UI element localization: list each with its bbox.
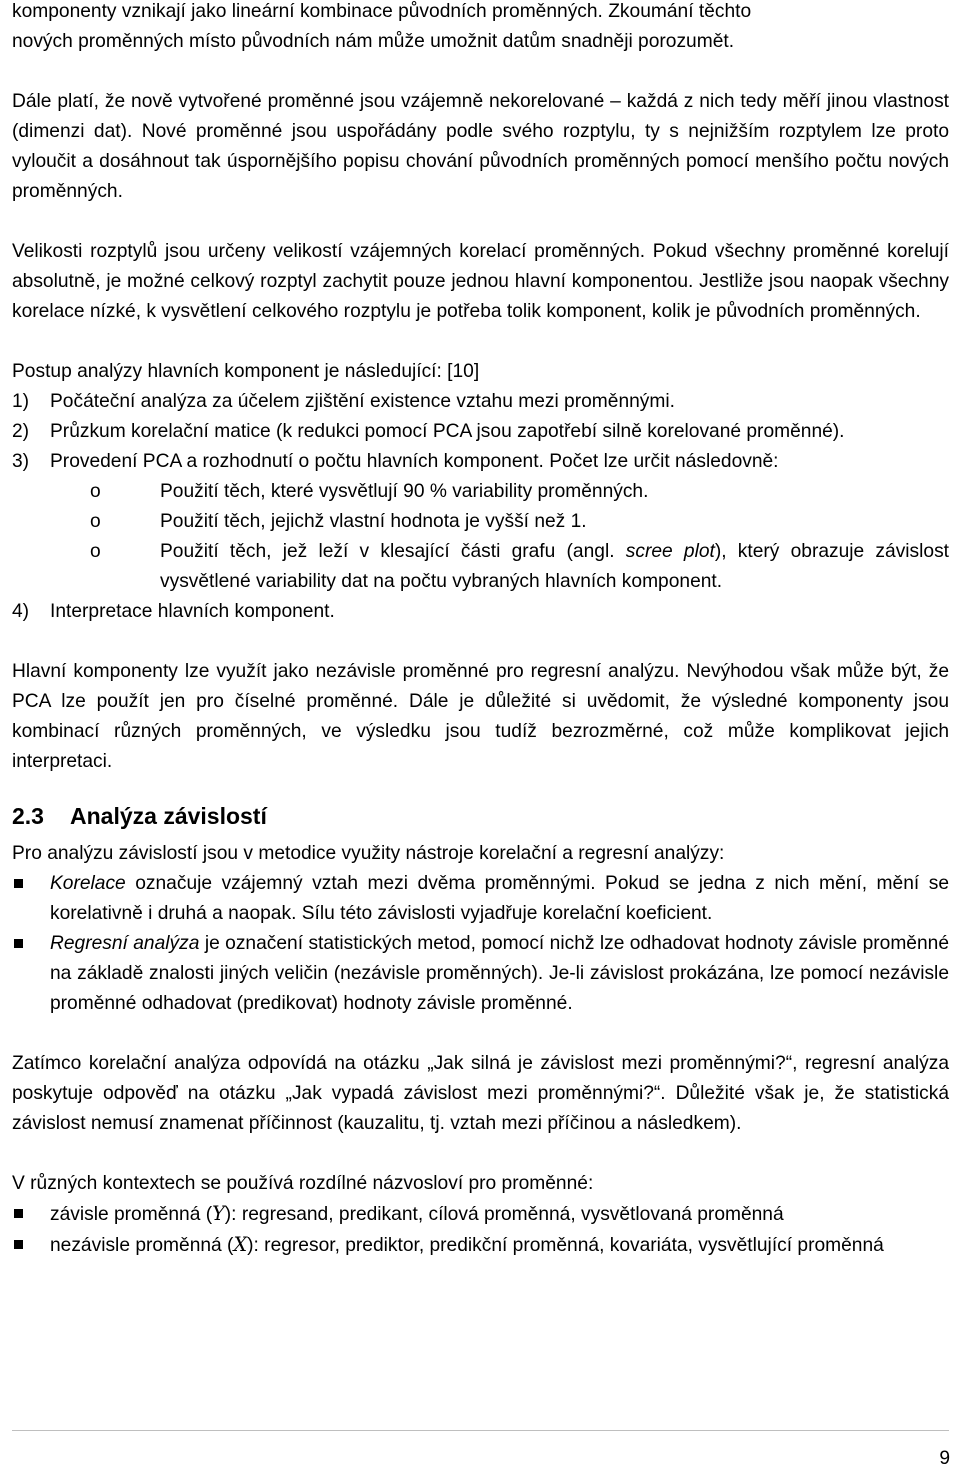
analysis-types-list [12,869,949,1019]
paragraph-line: komponenty vznikají jako lineární kombinace původních proměnných. Zkoumání těchto [12,1,752,22]
paragraph-correlation-vs-regression: Zatímco korelační analýza odpovídá na otázku „Jak silná je závislost mezi proměnnými?“, regresní analýza poskytuje odpověď na otázku „Jak vypadá závislost mezi proměnnými?“. Důležité však je, že statistická závislost nemusí znamenat příčinnost (kauzalitu, tj. vztah mezi příčinou a následkem). [12,1053,949,1134]
paragraph-variance-sizes: Velikosti rozptylů jsou určeny velikostí vzájemných korelací proměnných. Pokud všechny proměnné korelují absolutně, je možné celkový rozptyl zachytit pouze jednou hlavní komponentou. Jestliže jsou naopak všechny korelace nízké, k vysvětlení celkového rozptylu je potřeba tolik komponent, kolik je původních proměnných. [12,241,949,322]
step-text: Průzkum korelační matice (k redukci pomocí PCA jsou zapotřebí silně korelované proměnné). [50,421,845,442]
list-item [12,387,949,417]
step-text: Počáteční analýza za účelem zjištění existence vztahu mezi proměnnými. [50,391,675,412]
terminology-intro: V různých kontextech se používá rozdílné názvosloví pro proměnné: [12,1173,594,1194]
procedure-intro: Postup analýzy hlavních komponent je následující: [10] [12,361,480,382]
step-number: 4) [12,601,30,622]
paragraph-continuation [12,0,949,57]
sub-bullet: o [90,481,101,502]
definition-text: označuje vzájemný vztah mezi dvěma proměnnými. Pokud se jedna z nich mění, mění se korelativně i druhá a naopak. Sílu této závislosti vyjadřuje korelační koeficient. [50,873,949,924]
sub-bullet: o [90,541,101,562]
step-number: 3) [12,451,30,472]
italic-term: Regresní analýza [50,933,200,954]
dependency-intro: Pro analýzu závislostí jsou v metodice využity nástroje korelační a regresní analýzy: [12,843,725,864]
sub-item-text: Použití těch, které vysvětlují 90 % variability proměnných. [160,481,649,502]
page-body [12,0,949,1261]
sub-bullet: o [90,511,101,532]
section-number: 2.3 [12,803,44,829]
list-item [12,597,949,627]
text-fragment: ): regresand, predikant, cílová proměnná, vysvětlovaná proměnná [224,1204,784,1225]
square-bullet-icon [14,1209,23,1218]
list-item [12,1230,949,1261]
text-fragment: ), který obrazuje závislost vysvětlené variability dat na počtu vybraných hlavních komponent. [160,541,950,592]
text-fragment: Použití těch, jež leží v klesající části grafu (angl. [160,541,626,562]
list-item [12,869,949,929]
list-item [12,417,949,447]
paragraph-pca-usage: Hlavní komponenty lze využít jako nezávisle proměnné pro regresní analýzu. Nevýhodou však může být, že PCA lze použít jen pro číselné proměnné. Dále je důležité si uvědomit, že výsledné komponenty jsou kombinací různých proměnných, ve výsledku jsou tudíž bezrozměrné, což může komplikovat jejich interpretaci. [12,661,949,772]
math-symbol: X [233,1233,248,1256]
text-fragment: nezávisle proměnná ( [50,1235,234,1256]
list-item [12,929,949,1019]
section-title: Analýza závislostí [70,803,267,829]
footer-divider [12,1430,949,1431]
text-fragment: ): regresor, prediktor, predikční proměnná, kovariáta, vysvětlující proměnná [247,1235,884,1256]
text-fragment: závisle proměnná ( [50,1204,213,1225]
square-bullet-icon [14,879,23,888]
list-item [90,477,949,507]
italic-term: scree plot [625,541,715,562]
square-bullet-icon [14,939,23,948]
component-count-criteria-list [90,477,949,597]
definition-text: je označení statistických metod, pomocí nichž lze odhadovat hodnoty závisle proměnné na základě znalosti jiných veličin (nezávisle proměnných). Je-li závislost prokázána, lze pomocí nezávisle proměnné odhadovat (predikovat) hodnoty závisle proměnné. [50,933,949,1014]
paragraph-uncorrelated-components: Dále platí, že nově vytvořené proměnné jsou vzájemně nekorelované – každá z nich tedy měří jinou vlastnost (dimenzi dat). Nové proměnné jsou uspořádány podle svého rozptylu, ty s nejnižším rozptylem lze proto vyloučit a dosáhnout tak úspornějšího popisu chování původních proměnných pomocí menšího počtu nových proměnných. [12,91,949,202]
terminology-list [12,1199,949,1261]
procedure-steps-list [12,387,949,627]
list-item [90,507,949,537]
section-heading [12,801,949,831]
step-text: Provedení PCA a rozhodnutí o počtu hlavních komponent. Počet lze určit následovně: [50,451,779,472]
list-item [90,537,949,597]
sub-item-text [160,541,949,592]
square-bullet-icon [14,1240,23,1249]
step-number: 1) [12,391,30,412]
page-number: 9 [939,1448,950,1469]
step-text: Interpretace hlavních komponent. [50,601,335,622]
list-item [12,1199,949,1230]
step-number: 2) [12,421,30,442]
math-symbol: Y [212,1202,225,1225]
list-item [12,447,949,597]
italic-term: Korelace [50,873,126,894]
sub-item-text: Použití těch, jejichž vlastní hodnota je vyšší než 1. [160,511,587,532]
paragraph-line: nových proměnných místo původních nám může umožnit datům snadněji porozumět. [12,31,735,52]
